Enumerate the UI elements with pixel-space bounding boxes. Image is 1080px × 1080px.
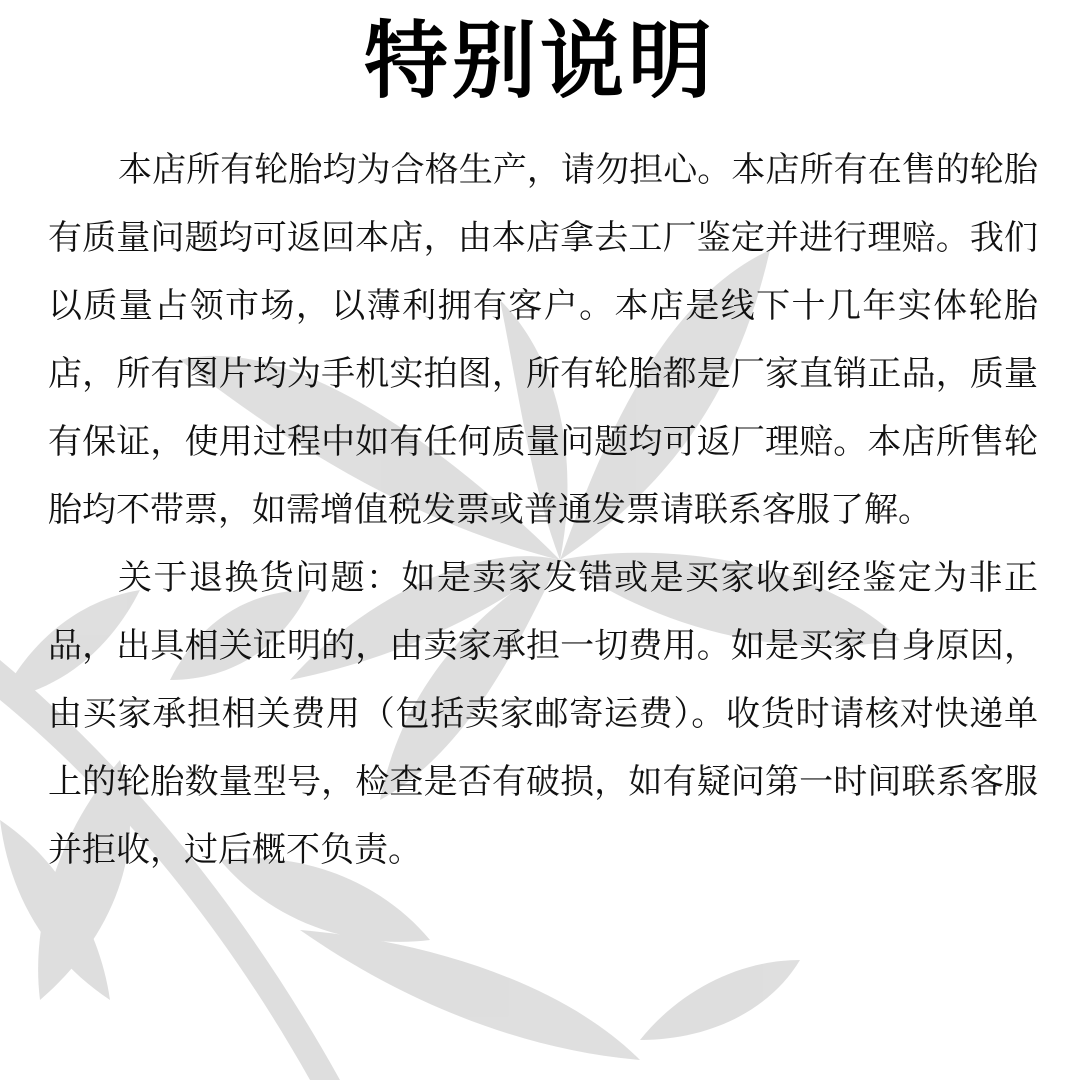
notice-body [48,136,1038,884]
paragraph-quality-guarantee: 本店所有轮胎均为合格生产，请勿担心。本店所有在售的轮胎有质量问题均可返回本店，由本店拿去工厂鉴定并进行理赔。我们以质量占领市场，以薄利拥有客户。本店是线下十几年实体轮胎店，所有图片均为手机实拍图，所有轮胎都是厂家直销正品，质量有保证，使用过程中如有任何质量问题均可返厂理赔。本店所售轮胎均不带票，如需增值税发票或普通发票请联系客服了解。 [48,150,1038,530]
page-title: 特别说明 [363,12,716,110]
paragraph-return-policy: 关于退换货问题：如是卖家发错或是买家收到经鉴定为非正品，出具相关证明的，由卖家承担一切费用。如是买家自身原因，由买家承担相关费用（包括卖家邮寄运费）。收货时请核对快递单上的轮胎数量型号，检查是否有破损，如有疑问第一时间联系客服并拒收，过后概不负责。 [48,558,1038,870]
